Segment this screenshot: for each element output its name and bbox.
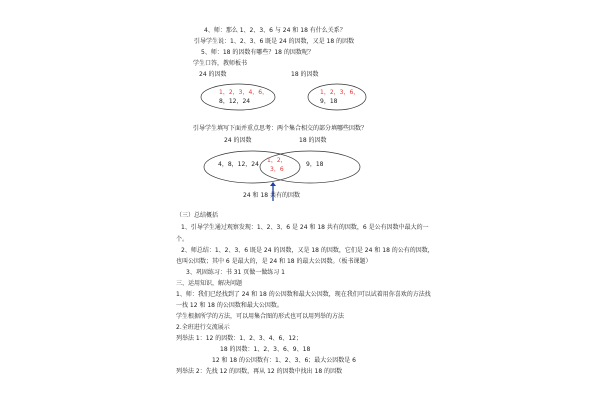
method-2: 列举法 2：先找 12 的因数，再从 12 的因数中找出 18 的因数 <box>176 368 343 375</box>
practice-1a: 1、师：我们已经找到了 24 和 18 的公因数和最大公因数，现在我们可以试着用你喜欢的方法找 <box>176 291 431 298</box>
summary-3: 3、巩固练习：书 31 页做一做练习 1 <box>186 269 285 276</box>
summary-1b: 个。 <box>176 236 189 243</box>
practice-1b: 一找 12 和 18 的公因数和最大公因数。 <box>176 302 283 309</box>
diagram1-ellipse-24 <box>201 84 275 110</box>
summary-1a: 1、引导学生通过观察发现：1、2、3、6 是 24 和 18 共有的因数，6 是公有因数中最大的一 <box>181 224 429 231</box>
diagram2-common-2: 3，6 <box>270 166 284 173</box>
diagram2-label-24: 24 的因数 <box>224 137 252 144</box>
practice-3: 2.全班进行交流展示 <box>176 324 230 331</box>
arrow-head-icon <box>270 182 276 186</box>
diagram1-left-red: 1，2，3，4，6， <box>219 89 269 96</box>
diagram2-left-only: 4，8，12，24 <box>218 161 259 168</box>
summary-2b: 也叫公因数；其中 6 是最大的，是 24 和 18 的最大公因数。（板书课题） <box>176 258 372 265</box>
question-5: 5、师：18 的因数有哪些？18 的因数呢？ <box>201 49 314 56</box>
diagram2-common-1: 1，2， <box>267 157 287 164</box>
board-note: 学生口答，教师板书 <box>193 60 248 67</box>
method-1c: 12 和 18 的公因数有：1、2、3、6；最大公因数是 6 <box>212 357 356 364</box>
diagram2-right-only: 9，18 <box>306 161 324 168</box>
diagram1-right-black: 9，18 <box>320 98 338 105</box>
common-factors-label: 24 和 18 共有的因数 <box>243 192 300 199</box>
diagram1-label-18: 18 的因数 <box>291 71 319 78</box>
diagram2-label-18: 18 的因数 <box>299 137 327 144</box>
practice-2: 学生根据所学的方法，可以用集合图的形式也可以用列举的方法 <box>176 313 345 320</box>
section-apply: 三、运用知识，解决问题 <box>176 280 243 287</box>
diagram1-ellipse-18 <box>308 84 366 110</box>
section-summary: （三）总结概括 <box>176 212 219 219</box>
summary-2a: 2、师总结：1、2、3、6 既是 24 的因数，又是 18 的因数，它们是 24 和 18 的公有的因数， <box>181 247 434 254</box>
diagram1-left-black: 8，12，24 <box>219 98 251 105</box>
diagram1-label-24: 24 的因数 <box>199 71 227 78</box>
guide-line-2: 引导学生填写下面并重点思考：两个集合相交的部分填哪些因数？ <box>193 125 368 132</box>
question-4: 4、师：那么 1、2、3、6 与 24 和 18 有什么关系？ <box>204 27 346 34</box>
diagram1-right-red: 1，2，3，6， <box>320 89 360 96</box>
guide-line-1: 引导学生说：1、2、3、6 既是 24 的因数，又是 18 的因数 <box>194 38 355 45</box>
method-1b: 18 的因数：1、2、3、6、9、18 <box>220 346 311 353</box>
method-1: 列举法 1：12 的因数：1、2、3、4、6、12； <box>176 335 302 342</box>
